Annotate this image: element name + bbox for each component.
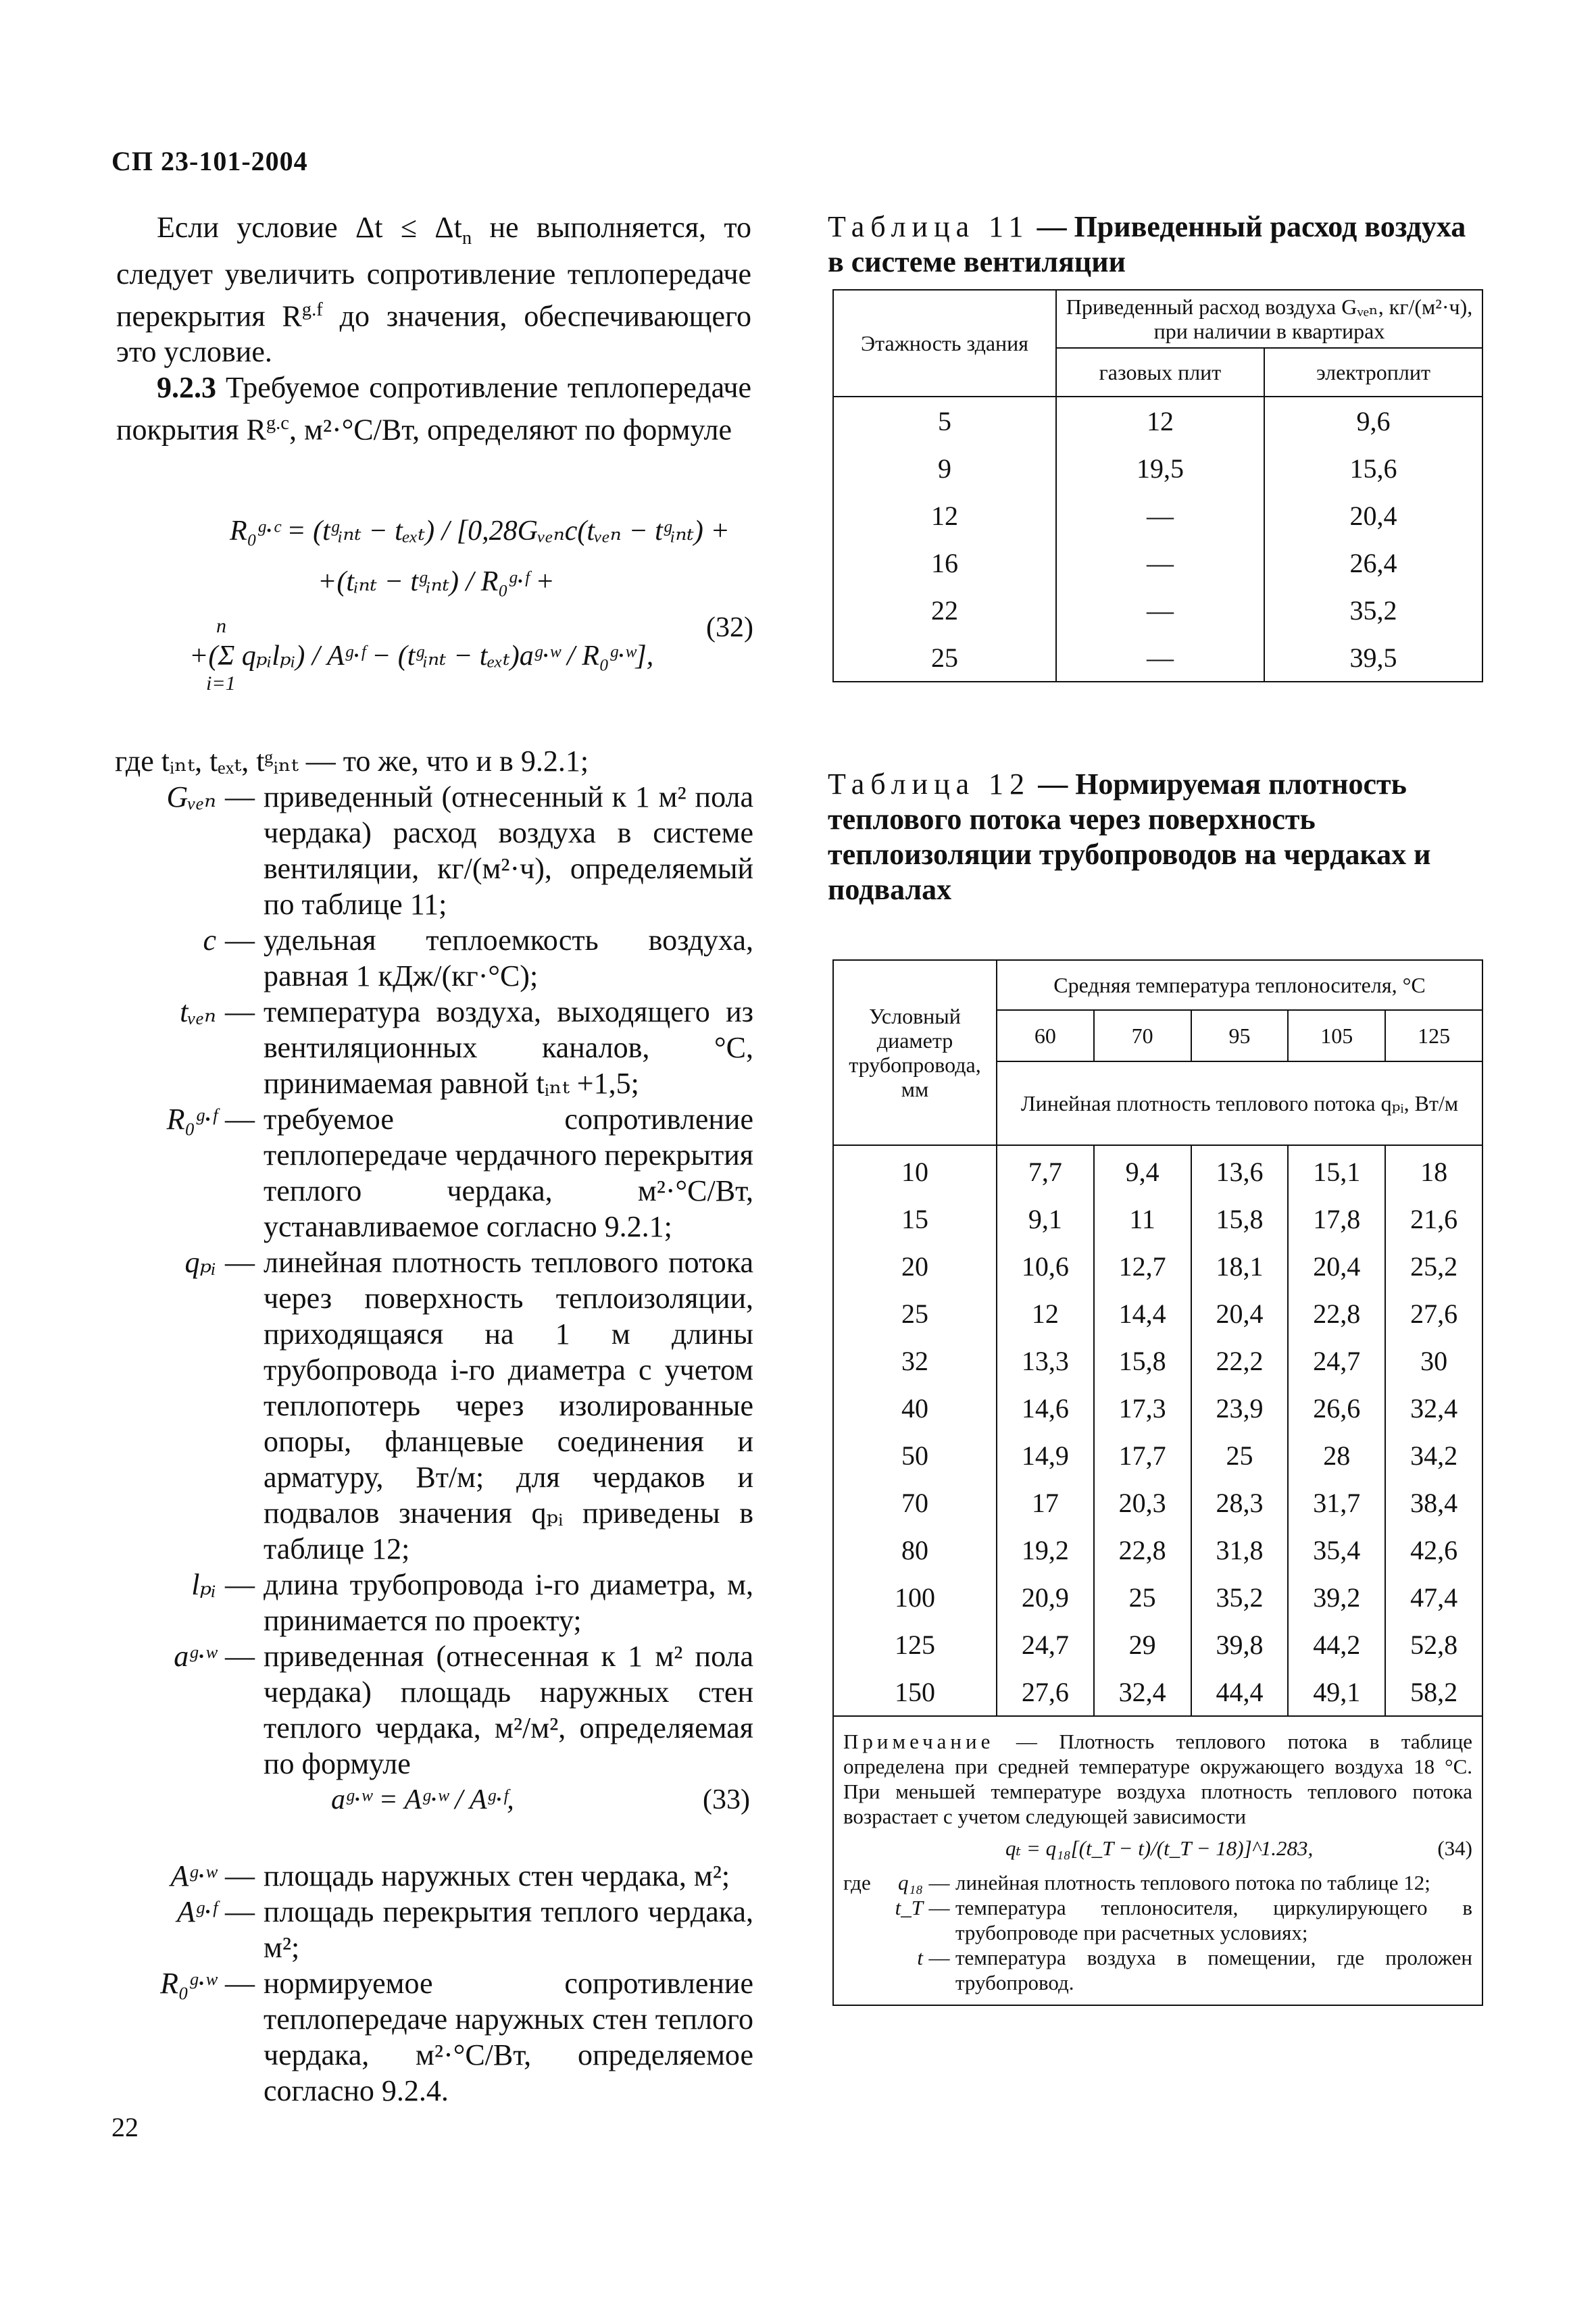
table-cell: 10: [833, 1145, 997, 1195]
table-cell: 22,2: [1191, 1337, 1289, 1384]
table-11-col-electric: электроплит: [1264, 348, 1482, 397]
table-cell: 21,6: [1385, 1195, 1482, 1242]
table-cell: 20,9: [997, 1574, 1094, 1621]
temp-column-header: 95: [1191, 1010, 1289, 1061]
table-cell: 11: [1094, 1195, 1191, 1242]
dash: —: [928, 1946, 950, 1969]
formula-33-number: (33): [703, 1784, 750, 1815]
table-row: [833, 1195, 1482, 1242]
table-row: [833, 1621, 1482, 1668]
symbol: R₀ᵍ·ᶠ: [166, 1103, 216, 1136]
def-item: [111, 1244, 753, 1567]
def2-item: [111, 1965, 753, 2109]
def-item: [111, 1567, 753, 1638]
note-label: Примечание: [843, 1730, 995, 1753]
table-row: [833, 445, 1482, 492]
table-cell: 20,4: [1288, 1242, 1385, 1290]
table-cell: 32,4: [1385, 1384, 1482, 1432]
table-cell: 18: [1385, 1145, 1482, 1195]
symbol: tᵥₑₙ: [180, 995, 216, 1028]
formula-32-n: n: [216, 615, 226, 637]
table-11-title: — Приведенный расход воздуха в системе вентиляции: [828, 210, 1466, 278]
table-cell: 15,1: [1288, 1145, 1385, 1195]
table-cell: 26,6: [1288, 1384, 1385, 1432]
table-cell: 52,8: [1385, 1621, 1482, 1668]
where-line: где tᵢₙₜ, tₑₓₜ, tᵍᵢₙₜ — то же, что и в 9.2.1;: [115, 745, 589, 778]
where-word: [843, 1945, 878, 1995]
table-11: [832, 289, 1483, 682]
dash: —: [225, 1859, 255, 1892]
table-row: [833, 1479, 1482, 1526]
symbol: Gᵥₑₙ: [166, 780, 216, 813]
table-row: [833, 1145, 1482, 1195]
table-cell: 12,7: [1094, 1242, 1191, 1290]
table-cell: 39,5: [1264, 634, 1482, 682]
table-cell: 9,6: [1264, 397, 1482, 445]
definitions-list: [111, 743, 753, 1782]
definition-text: длина трубопровода i-го диаметра, м, принимается по проекту;: [264, 1568, 753, 1637]
table-cell: 80: [833, 1526, 997, 1574]
section-number: 9.2.3: [157, 371, 216, 405]
table-cell: 25: [1191, 1432, 1289, 1479]
page-number: 22: [111, 2112, 139, 2142]
table-cell: 9: [833, 445, 1056, 492]
table-cell: 17: [997, 1479, 1094, 1526]
table-row: [833, 1526, 1482, 1574]
table-cell: 13,3: [997, 1337, 1094, 1384]
table-cell: 7,7: [997, 1145, 1094, 1195]
table-cell: 39,2: [1288, 1574, 1385, 1621]
table-row: [833, 397, 1482, 445]
table-row: [833, 1337, 1482, 1384]
table-11-caption: [828, 209, 1487, 280]
table-12-note: [833, 1716, 1482, 2005]
definition-text: площадь наружных стен чердака, м²;: [264, 1859, 730, 1892]
temp-column-header: 70: [1094, 1010, 1191, 1061]
table-cell: 70: [833, 1479, 997, 1526]
table-cell: 14,9: [997, 1432, 1094, 1479]
table-cell: 17,8: [1288, 1195, 1385, 1242]
where-word: где: [843, 1871, 871, 1894]
table-12-label: Таблица 12: [828, 768, 1031, 801]
table-12-title: — Нормируемая плотность теплового потока через поверхность теплоизоляции трубопроводов на чердаках и подвалах: [828, 768, 1431, 906]
dash: —: [225, 1640, 255, 1673]
table-cell: 44,2: [1288, 1621, 1385, 1668]
formula-32-line-2: +(tᵢₙₜ − tᵍᵢₙₜ) / R₀ᵍ·ᶠ +: [318, 566, 555, 597]
dash: —: [928, 1871, 950, 1894]
table-cell: 32,4: [1094, 1668, 1191, 1716]
table-cell: 26,4: [1264, 539, 1482, 586]
dash: —: [928, 1896, 950, 1919]
table-cell: 44,4: [1191, 1668, 1289, 1716]
dash: —: [225, 924, 255, 957]
table-cell: 17,3: [1094, 1384, 1191, 1432]
table-cell: —: [1056, 492, 1264, 539]
table-cell: 9,1: [997, 1195, 1094, 1242]
table-cell: 18,1: [1191, 1242, 1289, 1290]
def2-item: [111, 1894, 753, 1965]
table-cell: 28,3: [1191, 1479, 1289, 1526]
paragraph-9-2-3: 9.2.3 Требуемое сопротивление теплопередаче покрытия $R^{g.c}$, м²·°С/Вт, определяют по формуле: [116, 371, 751, 447]
table-cell: 25: [833, 1290, 997, 1337]
table-cell: —: [1056, 539, 1264, 586]
temp-column-header: 105: [1288, 1010, 1385, 1061]
def-item: [111, 922, 753, 994]
table-cell: 9,4: [1094, 1145, 1191, 1195]
definition-text: линейная плотность теплового потока по таблице 12;: [955, 1871, 1430, 1894]
def-item: [111, 1101, 753, 1244]
note-text: — Плотность теплового потока в таблице определена при средней температуре окружающего воздуха 18 °С. При меньшей температуре воздуха плотность теплового потока возрастает с учетом следующей зависимости: [843, 1730, 1472, 1828]
symbol: Aᵍ·ᶠ: [176, 1895, 216, 1928]
dash: —: [225, 1895, 255, 1928]
table-cell: —: [1056, 586, 1264, 634]
paragraph-condition: Если условие $\Delta t \le \Delta t_n$ не выполняется, то следует увеличить сопротивление теплопередаче перекрытия $R^{g.f}$ до значения, обеспечивающего это условие.: [116, 211, 751, 369]
definition-text: приведенный (отнесенный к 1 м² пола чердака) расход воздуха в системе вентиляции, кг/(м²·ч), определяемый по таблице 11;: [264, 780, 753, 921]
table-cell: 20,3: [1094, 1479, 1191, 1526]
table-11-col-gas: газовых плит: [1056, 348, 1264, 397]
table-cell: 25,2: [1385, 1242, 1482, 1290]
table-cell: 47,4: [1385, 1574, 1482, 1621]
table-11-label: Таблица 11: [828, 210, 1030, 243]
temp-column-header: 125: [1385, 1010, 1482, 1061]
dash: —: [225, 1568, 255, 1601]
table-cell: 15,6: [1264, 445, 1482, 492]
table-row: [833, 1290, 1482, 1337]
table-cell: 24,7: [1288, 1337, 1385, 1384]
definition-text: температура теплоносителя, циркулирующего в трубопроводе при расчетных условиях;: [955, 1896, 1472, 1944]
table-row: [833, 492, 1482, 539]
table-12: [832, 959, 1483, 2006]
table-cell: 15: [833, 1195, 997, 1242]
symbol: c: [203, 924, 216, 957]
table-cell: 16: [833, 539, 1056, 586]
table-cell: 28: [1288, 1432, 1385, 1479]
table-cell: 22,8: [1288, 1290, 1385, 1337]
table-cell: —: [1056, 634, 1264, 682]
table-cell: 42,6: [1385, 1526, 1482, 1574]
table-row: [833, 1668, 1482, 1716]
table-cell: 19,5: [1056, 445, 1264, 492]
formula-32-number: (32): [706, 612, 753, 643]
table-cell: 100: [833, 1574, 997, 1621]
table-11-col-floors: Этажность здания: [833, 290, 1056, 397]
table-cell: 20: [833, 1242, 997, 1290]
table-row: [833, 586, 1482, 634]
table-cell: 12: [833, 492, 1056, 539]
table-cell: 23,9: [1191, 1384, 1289, 1432]
table-cell: 27,6: [1385, 1290, 1482, 1337]
table-cell: 20,4: [1264, 492, 1482, 539]
temp-column-header: 60: [997, 1010, 1094, 1061]
table-cell: 39,8: [1191, 1621, 1289, 1668]
dash: —: [225, 780, 255, 813]
table-row: [833, 634, 1482, 682]
symbol: t_T: [895, 1896, 923, 1919]
definition-text: приведенная (отнесенная к 1 м² пола чердака) площадь наружных стен теплого чердака, м²/м², определяемая по формуле: [264, 1640, 753, 1780]
table-cell: 49,1: [1288, 1668, 1385, 1716]
table-cell: 24,7: [997, 1621, 1094, 1668]
table-cell: 29: [1094, 1621, 1191, 1668]
table-cell: 25: [833, 634, 1056, 682]
table-cell: 5: [833, 397, 1056, 445]
definitions-list-2: [111, 1858, 753, 2109]
definition-text: линейная плотность теплового потока через поверхность теплоизоляции, приходящаяся на 1 м длины трубопровода i-го диаметра с учетом теплопотерь через изолированные опоры, фланцевые соединения и арматуру, Вт/м; для чердаков и подвалов значения qₚᵢ приведены в таблице 12;: [264, 1246, 753, 1565]
table-cell: 125: [833, 1621, 997, 1668]
table-row: [833, 1574, 1482, 1621]
table-cell: 22,8: [1094, 1526, 1191, 1574]
table-cell: 17,7: [1094, 1432, 1191, 1479]
table-cell: 19,2: [997, 1526, 1094, 1574]
symbol: lₚᵢ: [191, 1568, 216, 1601]
table-cell: 31,7: [1288, 1479, 1385, 1526]
note-definition: [843, 1945, 1472, 1995]
note-definition: [843, 1895, 1472, 1945]
dash: —: [225, 1103, 255, 1136]
def-item: [111, 1638, 753, 1782]
table-cell: 27,6: [997, 1668, 1094, 1716]
table-cell: 50: [833, 1432, 997, 1479]
where-word: [843, 1895, 878, 1945]
table-cell: 22: [833, 586, 1056, 634]
symbol: Aᵍ·ʷ: [170, 1859, 216, 1892]
table-cell: 14,6: [997, 1384, 1094, 1432]
table-cell: 32: [833, 1337, 997, 1384]
table-cell: 15,8: [1191, 1195, 1289, 1242]
symbol: t: [917, 1946, 923, 1969]
definition-text: площадь перекрытия теплого чердака, м²;: [264, 1895, 753, 1964]
table-cell: 35,4: [1288, 1526, 1385, 1574]
symbol: aᵍ·ʷ: [174, 1640, 216, 1673]
table-row: [833, 1384, 1482, 1432]
table-cell: 20,4: [1191, 1290, 1289, 1337]
def-item: [111, 779, 753, 922]
formula-32-line-3: +(Σ qₚᵢlₚᵢ) / Aᵍ·ᶠ − (tᵍᵢₙₜ − tₑₓₜ)aᵍ·ʷ / R₀ᵍ·ʷ],: [189, 640, 654, 672]
table-cell: 10,6: [997, 1242, 1094, 1290]
table-cell: 12: [1056, 397, 1264, 445]
table-cell: 30: [1385, 1337, 1482, 1384]
definition-text: удельная теплоемкость воздуха, равная 1 кДж/(кг·°С);: [264, 924, 753, 992]
table-cell: 13,6: [1191, 1145, 1289, 1195]
formula-32-line-1: R₀ᵍ·ᶜ = (tᵍᵢₙₜ − tₑₓₜ) / [0,28Gᵥₑₙc(tᵥₑₙ − tᵍᵢₙₜ) +: [230, 515, 730, 547]
table-row: [833, 539, 1482, 586]
table-cell: 25: [1094, 1574, 1191, 1621]
table-cell: 31,8: [1191, 1526, 1289, 1574]
symbol: R₀ᵍ·ʷ: [160, 1967, 216, 2000]
table-cell: 34,2: [1385, 1432, 1482, 1479]
table-cell: 14,4: [1094, 1290, 1191, 1337]
dash: —: [225, 1967, 255, 2000]
formula-33: aᵍ·ʷ = Aᵍ·ʷ / Aᵍ·ᶠ,: [331, 1784, 514, 1815]
table-row: [833, 1432, 1482, 1479]
note-definition: [843, 1870, 1472, 1895]
table-row: [833, 1242, 1482, 1290]
def2-item: [111, 1858, 753, 1894]
left-column-text: [116, 209, 751, 448]
table-cell: 58,2: [1385, 1668, 1482, 1716]
dash: —: [225, 1246, 255, 1279]
note-formula-34: qₜ = q₁₈[(t_T − t)/(t_T − 18)]^1.283, (34): [1005, 1836, 1472, 1860]
table-12-density-header: Линейная плотность теплового потока qₚᵢ, Вт/м: [997, 1061, 1482, 1145]
table-11-group-header: Приведенный расход воздуха Gᵥₑₙ, кг/(м²·ч), при наличии в квартирах: [1056, 290, 1482, 348]
table-12-caption: [828, 767, 1487, 907]
def-item: [111, 994, 753, 1101]
symbol: q₁₈: [897, 1871, 923, 1894]
definition-text: нормируемое сопротивление теплопередаче наружных стен теплого чердака, м²·°С/Вт, определяемое согласно 9.2.4.: [264, 1967, 753, 2107]
table-cell: 150: [833, 1668, 997, 1716]
definition-text: требуемое сопротивление теплопередаче чердачного перекрытия теплого чердака, м²·°С/Вт, устанавливаемое согласно 9.2.1;: [264, 1103, 753, 1243]
table-cell: 12: [997, 1290, 1094, 1337]
symbol: qₚᵢ: [184, 1246, 216, 1279]
dash: —: [225, 995, 255, 1028]
definition-text: температура воздуха в помещении, где проложен трубопровод.: [955, 1946, 1472, 1994]
table-cell: 38,4: [1385, 1479, 1482, 1526]
formula-32-i: i=1: [206, 672, 236, 695]
table-12-temp-header: Средняя температура теплоносителя, °С: [997, 960, 1482, 1010]
table-cell: 35,2: [1264, 586, 1482, 634]
table-12-col-diameter: Условный диаметр трубопровода, мм: [833, 960, 997, 1145]
definition-text: температура воздуха, выходящего из вентиляционных каналов, °С, принимаемая равной tᵢₙₜ +1,5;: [264, 995, 753, 1100]
table-cell: 35,2: [1191, 1574, 1289, 1621]
document-code: СП 23-101-2004: [111, 146, 308, 176]
table-cell: 40: [833, 1384, 997, 1432]
table-cell: 15,8: [1094, 1337, 1191, 1384]
